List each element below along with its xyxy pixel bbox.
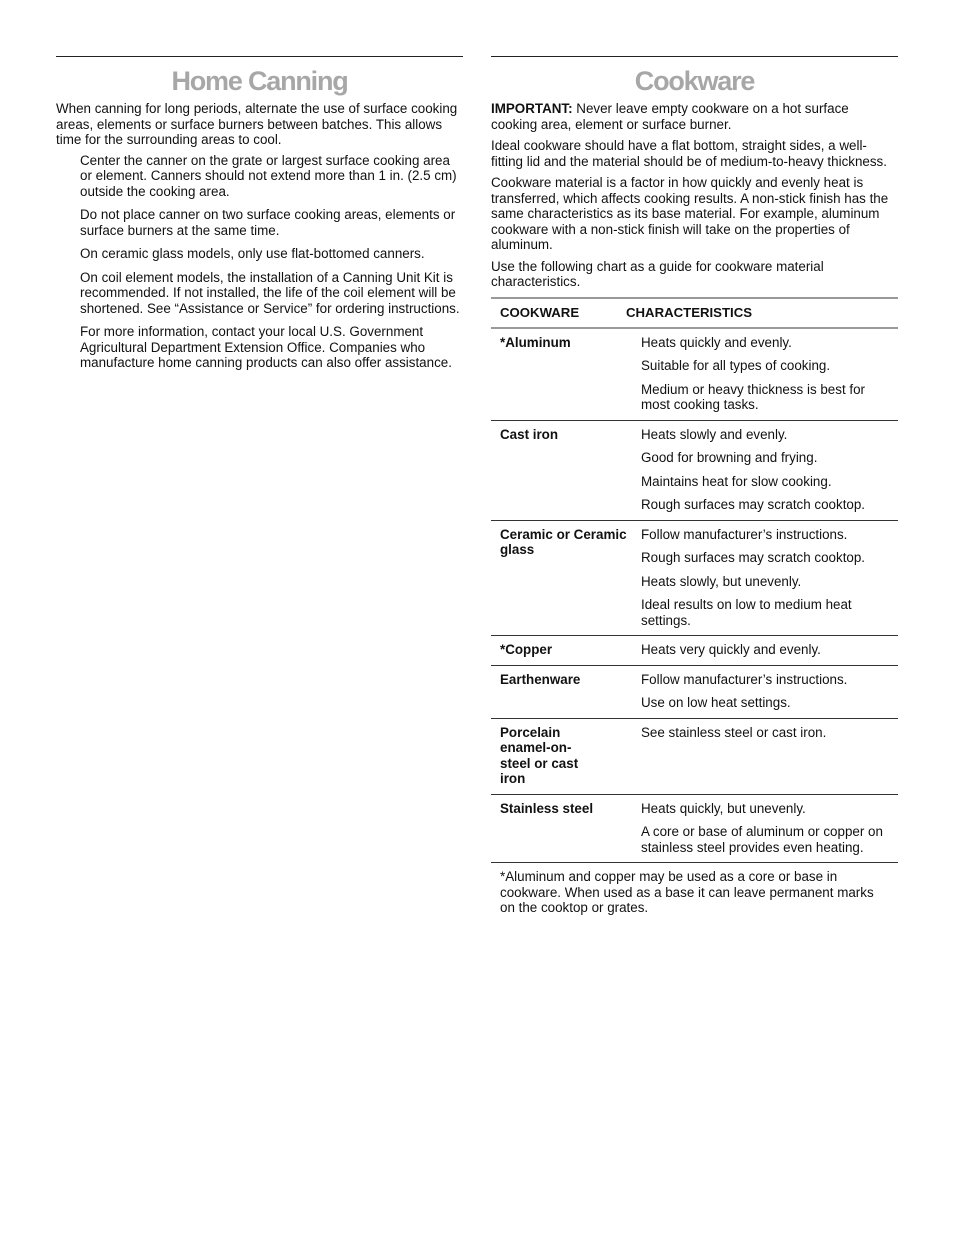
- cookware-paragraph: Use the following chart as a guide for cookware material characteristics.: [491, 258, 824, 289]
- section-divider: [56, 56, 463, 57]
- header-characteristics: CHARACTERISTICS: [626, 305, 753, 320]
- home-canning-item: Do not place canner on two surface cooking areas, elements or surface burners at the same time.: [80, 207, 456, 238]
- important-label: IMPORTANT:: [491, 101, 573, 116]
- characteristic-line: Suitable for all types of cooking.: [641, 358, 831, 373]
- home-canning-item: On coil element models, the installation of a Canning Unit Kit is recommended. If not installed, the life of the coil element will be shortened. See “Assistance or Service” for ordering instructions.: [80, 269, 460, 316]
- home-canning-item: For more information, contact your local U.S. Government Agricultural Department Extension Office. Companies who manufacture home canning products can also offer assistance.: [80, 324, 452, 370]
- cookware-section: [491, 56, 898, 916]
- cookware-paragraph: Ideal cookware should have a flat bottom, straight sides, a well-fitting lid and the material should be of medium-to-heavy thickness.: [491, 138, 887, 169]
- important-note: [491, 101, 898, 132]
- cookware-chart: [491, 297, 898, 916]
- cookware-characteristics: [641, 672, 898, 711]
- cookware-name: *Copper: [500, 642, 553, 657]
- chart-header-row: [491, 299, 898, 329]
- characteristic-line: Rough surfaces may scratch cooktop.: [641, 550, 866, 565]
- chart-row: [491, 666, 898, 719]
- characteristic-line: Rough surfaces may scratch cooktop.: [641, 497, 866, 512]
- characteristic-line: Heats slowly and evenly.: [641, 426, 788, 442]
- cookware-name: *Aluminum: [500, 334, 571, 350]
- characteristic-line: Medium or heavy thickness is best for most cooking tasks.: [641, 381, 866, 412]
- chart-row: [491, 795, 898, 864]
- characteristic-line: Follow manufacturer’s instructions.: [641, 526, 848, 542]
- characteristic-line: Heats quickly, but unevenly.: [641, 800, 806, 816]
- characteristic-line: Ideal results on low to medium heat settings.: [641, 597, 852, 628]
- characteristic-line: See stainless steel or cast iron.: [641, 724, 827, 740]
- home-canning-intro: When canning for long periods, alternate the use of surface cooking areas, elements or surface burners between batches. This allows time for the surrounding areas to cool.: [56, 101, 458, 147]
- cookware-name: Stainless steel: [500, 800, 594, 816]
- cookware-paragraph: Cookware material is a factor in how quickly and evenly heat is transferred, which affects cooking results. A non-stick finish has the same characteristics as its base material. For example, aluminum cookware with a non-stick finish will take on the properties of aluminum.: [491, 175, 889, 252]
- home-canning-section: [56, 56, 463, 379]
- chart-row: [491, 636, 898, 666]
- cookware-characteristics: [641, 801, 898, 856]
- chart-body: [491, 329, 898, 864]
- characteristic-line: Follow manufacturer’s instructions.: [641, 671, 848, 687]
- characteristic-line: Heats very quickly and evenly.: [641, 642, 821, 657]
- cookware-name: Porcelain enamel-on-steel or cast iron: [500, 724, 579, 786]
- home-canning-title: Home Canning: [171, 66, 348, 96]
- cookware-name: Ceramic or Ceramic glass: [500, 526, 627, 557]
- characteristic-line: Heats slowly, but unevenly.: [641, 573, 802, 589]
- header-cookware: COOKWARE: [500, 305, 580, 320]
- cookware-characteristics: [641, 427, 898, 513]
- cookware-name: Cast iron: [500, 426, 559, 442]
- home-canning-list: [56, 153, 463, 371]
- chart-row: [491, 719, 898, 795]
- chart-row: [491, 521, 898, 637]
- chart-row: [491, 329, 898, 421]
- characteristic-line: Good for browning and frying.: [641, 450, 818, 465]
- cookware-title: Cookware: [634, 66, 755, 96]
- cookware-characteristics: [641, 527, 898, 629]
- characteristic-line: Heats quickly and evenly.: [641, 334, 792, 350]
- cookware-characteristics: [641, 725, 898, 787]
- home-canning-item: Center the canner on the grate or largest surface cooking area or element. Canners should not extend more than 1 in. (2.5 cm) outside the cooking area.: [80, 152, 457, 199]
- characteristic-line: Use on low heat settings.: [641, 695, 791, 710]
- cookware-characteristics: [641, 642, 898, 658]
- characteristic-line: A core or base of aluminum or copper on stainless steel provides even heating.: [641, 824, 883, 855]
- cookware-characteristics: [641, 335, 898, 413]
- section-divider: [491, 56, 898, 57]
- cookware-name: Earthenware: [500, 671, 581, 687]
- home-canning-item: On ceramic glass models, only use flat-bottomed canners.: [80, 246, 425, 261]
- important-text: Never leave empty cookware on a hot surface cooking area, element or surface burner.: [491, 101, 849, 132]
- characteristic-line: Maintains heat for slow cooking.: [641, 473, 832, 489]
- chart-footnote: *Aluminum and copper may be used as a core or base in cookware. When used as a base it can leave permanent marks on the cooktop or grates.: [500, 869, 874, 915]
- chart-row: [491, 421, 898, 521]
